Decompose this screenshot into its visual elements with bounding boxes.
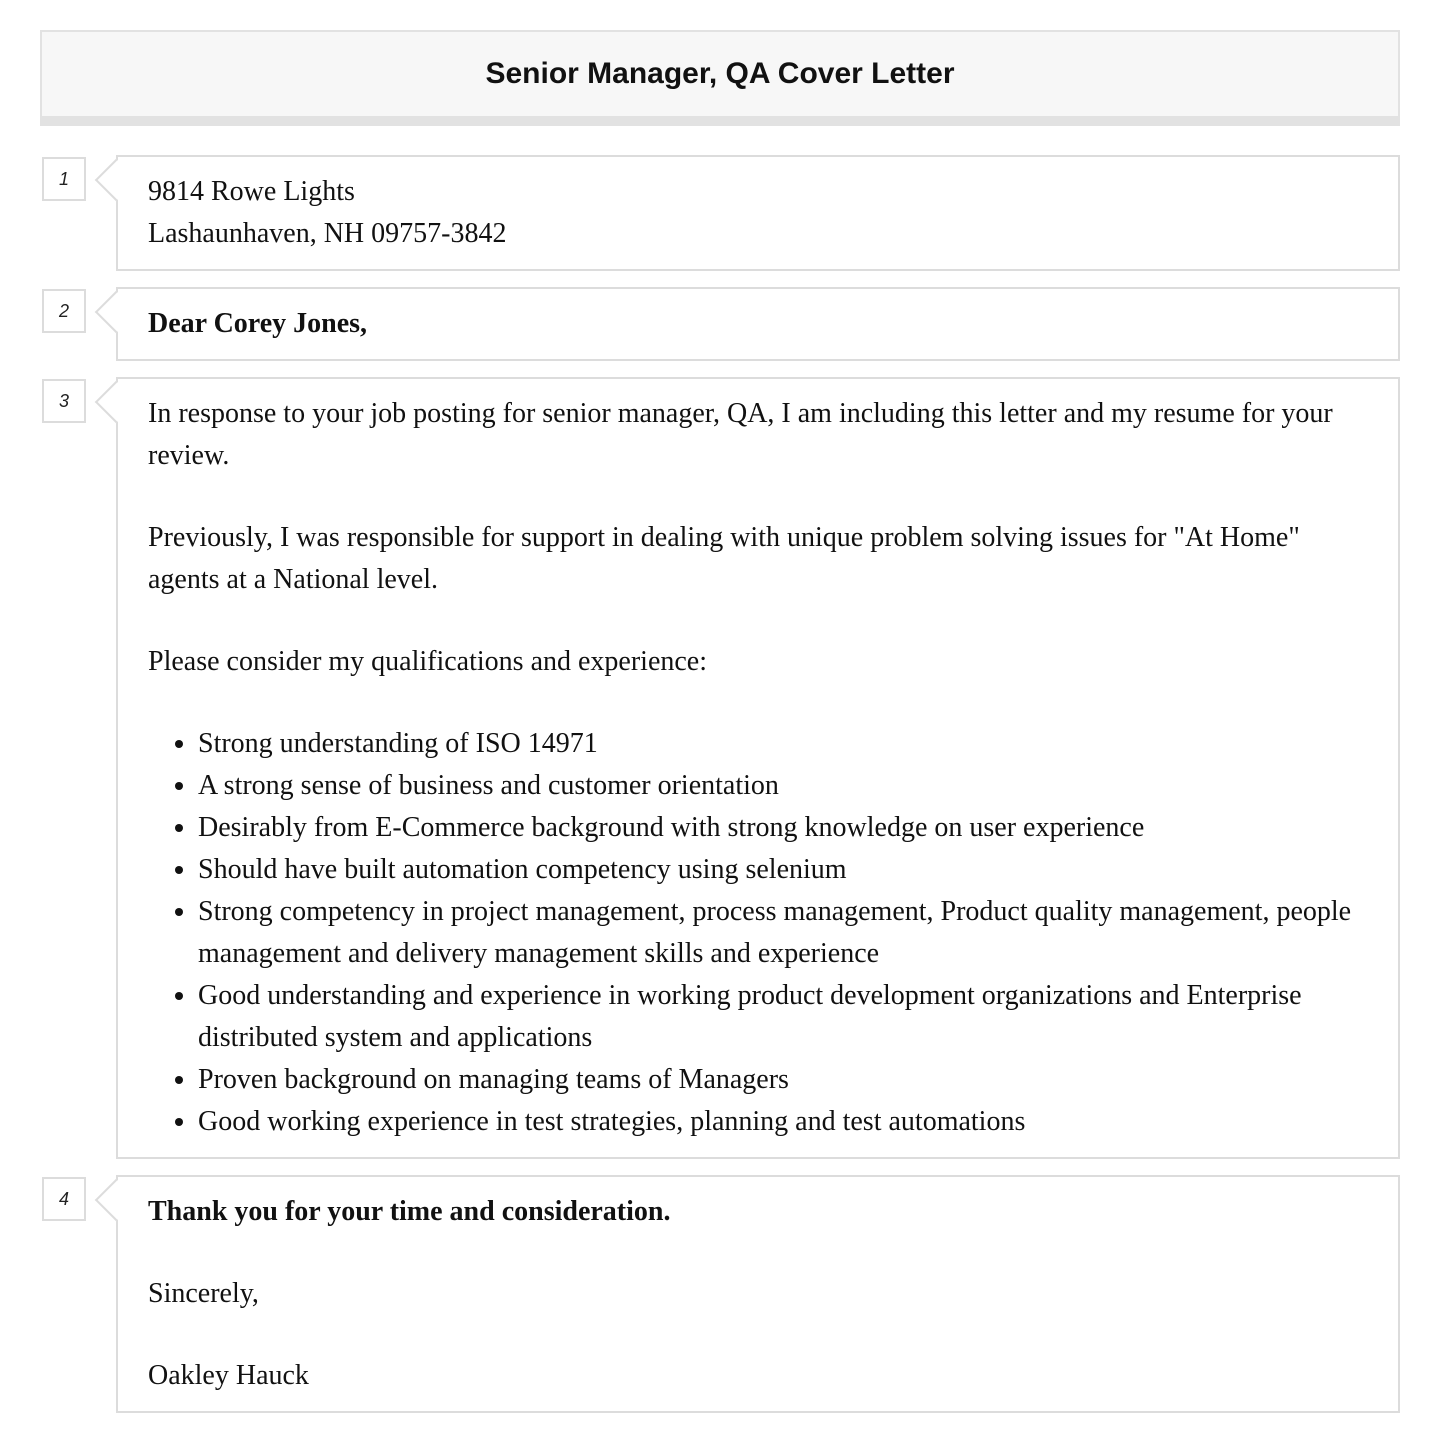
section-closing	[40, 1175, 1400, 1413]
section-salutation	[40, 287, 1400, 361]
page-title: Senior Manager, QA Cover Letter	[485, 57, 955, 90]
list-item: • Good working experience in test strategies, planning and test automations	[198, 1101, 1368, 1143]
list-item: • A strong sense of business and customer orientation	[198, 765, 1368, 807]
list-item: • Should have built automation competency using selenium	[198, 849, 1368, 891]
list-item: • Strong understanding of ISO 14971	[198, 723, 1368, 765]
address-line-1: 9814 Rowe Lights	[148, 176, 355, 207]
consider-paragraph: Please consider my qualifications and experience:	[148, 646, 708, 677]
thanks-line: Thank you for your time and consideration.	[148, 1196, 671, 1227]
section-box	[116, 1175, 1400, 1413]
section-box	[116, 287, 1400, 361]
section-number: 2	[42, 289, 86, 333]
closing-line: Sincerely,	[148, 1278, 259, 1309]
list-item: • Proven background on managing teams of Managers	[198, 1059, 1368, 1101]
list-item: • Desirably from E-Commerce background with strong knowledge on user experience	[198, 807, 1368, 849]
section-number: 1	[42, 157, 86, 201]
previous-paragraph: Previously, I was responsible for support in dealing with unique problem solving issues for "At Home" agents at a National level.	[148, 522, 1300, 595]
list-item: • Strong competency in project management, process management, Product quality management, people management and delivery management skills and experience	[198, 891, 1368, 975]
letter-header	[40, 30, 1400, 126]
signature: Oakley Hauck	[148, 1360, 309, 1391]
section-number: 4	[42, 1177, 86, 1221]
list-item: • Good understanding and experience in working product development organizations and Enterprise distributed system and applications	[198, 975, 1368, 1059]
section-body	[40, 377, 1400, 1159]
salutation: Dear Corey Jones,	[148, 308, 368, 339]
address-line-2: Lashaunhaven, NH 09757-3842	[148, 218, 507, 249]
intro-paragraph: In response to your job posting for senior manager, QA, I am including this letter and my resume for your review.	[148, 398, 1333, 471]
qualifications-list	[148, 723, 1368, 1143]
section-box	[116, 155, 1400, 271]
section-box	[116, 377, 1400, 1159]
section-number: 3	[42, 379, 86, 423]
section-address	[40, 155, 1400, 271]
